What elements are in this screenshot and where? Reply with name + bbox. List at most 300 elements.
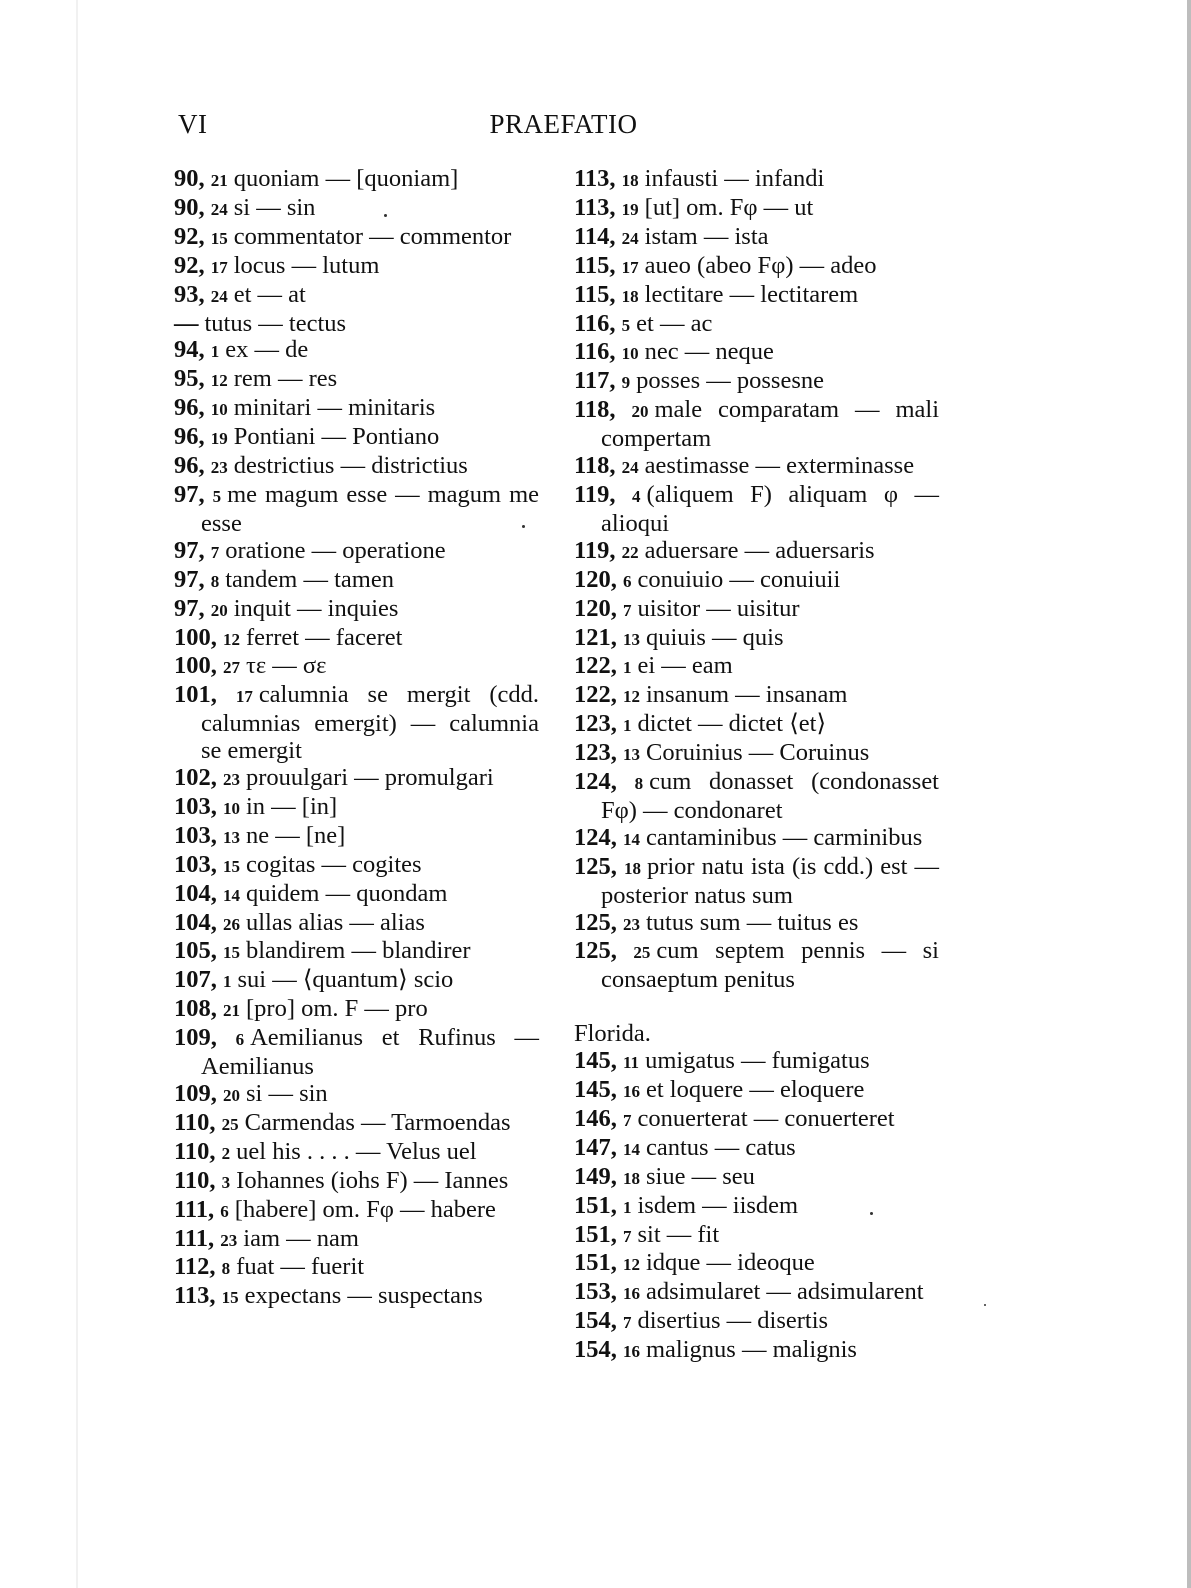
line-ref: 20 <box>631 402 649 422</box>
scan-right-edge <box>1187 0 1191 1588</box>
entry-reference <box>174 423 228 450</box>
entry-text: insanum — insanam <box>646 681 848 709</box>
line-ref: 15 <box>223 943 240 963</box>
page-ref: 95, <box>174 365 205 393</box>
entry-reference <box>574 1134 640 1161</box>
line-ref: 1 <box>623 658 632 678</box>
page-ref: 125, <box>574 937 617 965</box>
entry-reference <box>574 624 640 651</box>
apparatus-entry <box>574 938 939 994</box>
line-ref: 7 <box>623 1313 632 1333</box>
entry-reference <box>574 1105 632 1132</box>
entry-reference <box>574 710 632 737</box>
entry-text: idque — ideoque <box>646 1249 815 1277</box>
apparatus-entry <box>574 368 939 397</box>
entry-text: rem — res <box>233 365 338 393</box>
apparatus-entry <box>174 1139 539 1168</box>
entry-reference <box>174 995 240 1022</box>
entry-reference <box>174 223 228 250</box>
entry-text: sui — ⟨quantum⟩ scio <box>237 966 454 994</box>
line-ref: 17 <box>235 687 253 707</box>
line-ref: 13 <box>223 827 240 847</box>
entry-text: uel his . . . . — Velus uel <box>236 1137 477 1165</box>
entry-reference <box>174 880 240 907</box>
apparatus-entry <box>174 195 539 224</box>
florida-entries <box>574 1048 939 1366</box>
entry-text: infausti — infandi <box>644 165 825 192</box>
page-ref: 100, <box>174 623 217 651</box>
apparatus-entry <box>174 881 539 910</box>
page-ref: 120, <box>574 594 617 622</box>
line-ref: 5 <box>621 315 631 335</box>
entry-reference <box>574 310 630 337</box>
apparatus-entry <box>574 596 939 625</box>
entry-reference <box>574 1047 639 1074</box>
apparatus-entry <box>574 482 939 538</box>
entry-reference <box>174 194 228 221</box>
entry-reference <box>574 1278 640 1305</box>
page-ref: 151, <box>574 1191 617 1219</box>
entry-text: Carmendas — Tarmoendas <box>244 1108 511 1136</box>
entry-reference <box>574 1192 632 1219</box>
page-ref: 110, <box>174 1108 216 1136</box>
line-ref: 10 <box>621 344 639 364</box>
line-ref: 1 <box>223 972 232 992</box>
page-ref: 123, <box>574 739 617 767</box>
apparatus-entry <box>574 166 939 195</box>
apparatus-entry <box>574 397 939 453</box>
entry-reference <box>174 1196 229 1223</box>
apparatus-entry <box>574 1135 939 1164</box>
apparatus-entry <box>174 253 539 282</box>
apparatus-entry <box>574 1077 939 1106</box>
apparatus-entry <box>174 224 539 253</box>
entry-reference <box>574 937 650 964</box>
apparatus-entry <box>174 852 539 881</box>
page-ref: 113, <box>174 1282 216 1310</box>
line-ref: 24 <box>621 458 639 478</box>
line-ref: 13 <box>623 629 640 649</box>
entry-reference <box>574 1307 632 1334</box>
line-ref: 8 <box>210 571 220 591</box>
entry-text: commentator — commentor <box>233 222 512 250</box>
page-ref: 114, <box>574 222 616 250</box>
line-ref: 12 <box>223 629 240 649</box>
entry-text: uisitor — uisitur <box>637 594 800 622</box>
apparatus-entry <box>174 366 539 395</box>
entry-reference <box>174 966 232 993</box>
entry-reference <box>174 452 228 479</box>
entry-reference <box>174 793 240 820</box>
page-ref: 109, <box>174 1024 217 1052</box>
apparatus-entry <box>574 625 939 654</box>
entry-text: ei — eam <box>637 652 733 680</box>
entry-reference <box>174 165 228 192</box>
entry-reference <box>574 824 640 851</box>
entry-text: adsimularet — adsimularent <box>646 1278 924 1306</box>
line-ref: 23 <box>223 770 240 790</box>
page-ref: 154, <box>574 1336 617 1364</box>
entry-text: umigatus — fumigatus <box>645 1047 870 1075</box>
entry-text: sit — fit <box>637 1220 720 1248</box>
line-ref: 1 <box>210 342 220 362</box>
line-ref: 23 <box>623 914 640 934</box>
page-ref: 119, <box>574 536 616 564</box>
page-ref: 124, <box>574 768 617 796</box>
apparatus-entry <box>174 453 539 482</box>
page-ref: — <box>174 309 199 337</box>
entry-reference <box>574 452 639 479</box>
line-ref: 24 <box>621 228 639 248</box>
apparatus-entry <box>174 938 539 967</box>
entry-reference <box>574 909 640 936</box>
entry-reference <box>574 281 639 308</box>
page-ref: 151, <box>574 1220 617 1248</box>
apparatus-entry <box>574 854 939 910</box>
apparatus-entry <box>574 682 939 711</box>
page-ref: 113, <box>574 193 616 221</box>
page-ref: 109, <box>174 1080 217 1107</box>
page-ref: 121, <box>574 623 617 651</box>
entry-reference <box>174 566 219 593</box>
line-ref: 19 <box>210 429 228 449</box>
entry-reference <box>574 1336 640 1363</box>
page-ref: 147, <box>574 1133 617 1161</box>
apparatus-entry <box>574 1337 939 1366</box>
entry-reference <box>174 652 240 679</box>
entry-text: expectans — suspectans <box>244 1282 483 1310</box>
line-ref: 2 <box>221 1143 231 1163</box>
line-ref: 1 <box>623 1197 632 1217</box>
apparatus-entry <box>574 1250 939 1279</box>
entry-reference <box>174 310 199 337</box>
apparatus-entry <box>174 337 539 366</box>
page-ref: 97, <box>174 565 205 593</box>
line-ref: 11 <box>623 1053 640 1073</box>
page-ref: 101, <box>174 681 217 709</box>
entry-text: Iohannes (iohs F) — Iannes <box>236 1166 509 1194</box>
entry-text: istam — ista <box>644 222 769 250</box>
line-ref: 14 <box>623 1139 640 1159</box>
apparatus-entry <box>574 653 939 682</box>
apparatus-entry <box>174 1081 539 1110</box>
apparatus-entry <box>174 1226 539 1255</box>
page-ref: 97, <box>174 536 205 564</box>
line-ref: 18 <box>623 1168 640 1188</box>
apparatus-entry <box>574 910 939 939</box>
page-ref: 97, <box>174 594 205 622</box>
entry-text: et loquere — eloquere <box>646 1075 865 1103</box>
apparatus-entry <box>574 453 939 482</box>
entry-reference <box>174 281 228 308</box>
line-ref: 19 <box>621 199 639 219</box>
line-ref: 16 <box>623 1342 640 1362</box>
stray-speck <box>870 1212 873 1215</box>
page-ref: 145, <box>574 1075 617 1103</box>
page-ref: 97, <box>174 480 205 508</box>
entry-text: aduersare — aduersaris <box>644 536 875 564</box>
entry-text: calumnia se mergit (cdd. calumnias emergit) — calumnia se emergit <box>201 681 539 765</box>
apparatus-entry <box>174 1168 539 1197</box>
apparatus-entry <box>574 1048 939 1077</box>
apparatus-entry <box>174 1197 539 1226</box>
page-number: VI <box>178 109 208 139</box>
page-ref: 122, <box>574 681 617 709</box>
page-ref: 111, <box>174 1195 215 1223</box>
entry-text: Aemilianus et Rufinus — Aemilianus <box>201 1024 540 1081</box>
entry-text: prior natu ista (is cdd.) est — posterior natus sum <box>601 852 940 909</box>
entry-reference <box>574 652 632 679</box>
entry-reference <box>574 1221 632 1248</box>
entry-text: ferret — faceret <box>246 623 403 651</box>
entry-text: in — [in] <box>246 792 338 820</box>
apparatus-entry <box>174 596 539 625</box>
page-ref: 122, <box>574 652 617 680</box>
entry-text: tutus — tectus <box>204 309 347 337</box>
entry-reference <box>174 1282 239 1309</box>
entry-reference <box>174 336 219 363</box>
page-ref: 151, <box>574 1249 617 1277</box>
entry-reference <box>574 165 639 192</box>
entry-text: fuat — fuerit <box>236 1253 365 1281</box>
page-ref: 92, <box>174 222 205 250</box>
entry-reference <box>574 768 643 795</box>
apparatus-entry <box>174 424 539 453</box>
apparatus-entry <box>574 1106 939 1135</box>
entry-text: [ut] om. Fφ — ut <box>644 193 814 221</box>
entry-reference <box>174 851 240 878</box>
line-ref: 1 <box>623 716 632 736</box>
page-ref: 149, <box>574 1162 617 1190</box>
apparatus-entry <box>174 166 539 195</box>
line-ref: 6 <box>220 1201 229 1221</box>
entry-reference <box>174 909 240 936</box>
entry-text: et — at <box>233 280 306 308</box>
entry-text: isdem — iisdem <box>637 1191 799 1219</box>
apparatus-entry <box>574 567 939 596</box>
page-ref: 93, <box>174 280 205 308</box>
apparatus-entry <box>574 769 939 825</box>
page-ref: 145, <box>574 1047 617 1075</box>
entry-text: quiuis — quis <box>646 623 784 651</box>
line-ref: 22 <box>621 542 639 562</box>
line-ref: 14 <box>623 829 640 849</box>
page-ref: 146, <box>574 1104 617 1132</box>
apparatus-entry <box>574 1164 939 1193</box>
line-ref: 20 <box>210 600 228 620</box>
entry-reference <box>574 1076 640 1103</box>
entry-text: inquit — inquies <box>233 594 399 622</box>
page-ref: 92, <box>174 251 205 279</box>
apparatus-entry <box>574 311 939 340</box>
entry-reference <box>174 1253 230 1280</box>
line-ref: 17 <box>210 257 228 277</box>
line-ref: 23 <box>220 1230 238 1250</box>
apparatus-entry <box>574 711 939 740</box>
line-ref: 25 <box>633 943 651 963</box>
apparatus-entry <box>174 910 539 939</box>
apparatus-entry <box>574 339 939 368</box>
stray-speck <box>522 525 525 528</box>
entry-text: locus — lutum <box>233 251 380 279</box>
entry-text: conuerterat — conuerteret <box>637 1104 895 1132</box>
page-ref: 104, <box>174 908 217 936</box>
apparatus-entry <box>174 482 539 538</box>
page-ref: 116, <box>574 309 616 337</box>
entry-reference <box>574 1163 640 1190</box>
entry-reference <box>174 595 228 622</box>
line-ref: 13 <box>623 745 640 765</box>
apparatus-entry <box>574 1222 939 1251</box>
line-ref: 8 <box>634 774 644 794</box>
page-ref: 117, <box>574 367 616 395</box>
stray-speck <box>984 1304 986 1306</box>
entry-reference <box>174 1109 239 1136</box>
entry-reference <box>574 481 641 508</box>
entry-reference <box>574 396 648 423</box>
line-ref: 26 <box>223 914 240 934</box>
line-ref: 12 <box>623 1255 640 1275</box>
entry-reference <box>574 681 640 708</box>
page-ref: 118, <box>574 452 616 480</box>
entry-text: blandirem — blandirer <box>246 937 471 965</box>
apparatus-entry <box>574 282 939 311</box>
entry-text: (aliquem F) aliquam φ — alioqui <box>601 480 940 537</box>
apparatus-entry <box>174 996 539 1025</box>
entry-text: destrictius — districtius <box>233 452 468 480</box>
entry-reference <box>574 537 639 564</box>
page-ref: 112, <box>174 1253 216 1281</box>
page-ref: 103, <box>174 821 217 849</box>
line-ref: 18 <box>623 858 641 878</box>
page-ref: 119, <box>574 480 616 508</box>
apparatus-entry <box>174 794 539 823</box>
entry-text: aestimasse — exterminasse <box>644 452 915 480</box>
entry-text: posses — possesne <box>636 367 824 395</box>
line-ref: 16 <box>623 1081 640 1101</box>
entry-reference <box>574 194 639 221</box>
entry-text: Pontiani — Pontiano <box>233 423 440 451</box>
line-ref: 6 <box>235 1030 245 1050</box>
entry-text: cum donasset (condonasset Fφ) — condonaret <box>601 768 939 824</box>
entry-reference <box>574 566 632 593</box>
line-ref: 7 <box>623 600 632 620</box>
entry-reference <box>574 252 639 279</box>
page-ref: 105, <box>174 937 217 965</box>
entry-reference <box>174 764 240 791</box>
line-ref: 24 <box>210 286 228 306</box>
entry-text: τε — σε <box>246 652 327 680</box>
stray-speck <box>384 214 387 217</box>
running-title: PRAEFATIO <box>489 109 638 139</box>
entry-reference <box>174 681 253 708</box>
entry-reference <box>574 1249 640 1276</box>
entry-text: [habere] om. Fφ — habere <box>234 1195 496 1223</box>
entry-text: dictet — dictet ⟨et⟩ <box>637 710 827 738</box>
line-ref: 21 <box>210 171 228 190</box>
apparatus-entry <box>574 1193 939 1222</box>
line-ref: 12 <box>210 371 228 391</box>
entry-text: cogitas — cogites <box>246 850 422 878</box>
line-ref: 7 <box>623 1110 632 1130</box>
entry-reference <box>574 595 632 622</box>
page-ref: 103, <box>174 850 217 878</box>
entry-text: malignus — malignis <box>646 1336 857 1364</box>
entry-reference <box>174 365 228 392</box>
line-ref: 7 <box>210 542 220 562</box>
entry-text: quidem — quondam <box>246 879 448 907</box>
entry-text: conuiuio — conuiuii <box>637 565 841 593</box>
apparatus-entry <box>174 395 539 424</box>
entry-text: nec — neque <box>644 338 774 366</box>
page-ref: 107, <box>174 966 217 994</box>
entry-text: si — sin <box>246 1080 328 1107</box>
entry-text: cum septem pennis — si consaeptum penitus <box>601 937 939 994</box>
apparatus-entry <box>174 567 539 596</box>
entry-text: tutus sum — tuitus es <box>646 908 859 936</box>
line-ref: 12 <box>623 687 640 707</box>
entry-reference <box>574 739 640 766</box>
entry-text: lectitare — lectitarem <box>644 280 859 308</box>
page-ref: 113, <box>574 165 616 192</box>
entry-text: disertius — disertis <box>637 1307 829 1335</box>
line-ref: 9 <box>621 373 631 393</box>
entry-reference <box>174 937 240 964</box>
entry-reference <box>574 853 641 880</box>
entry-reference <box>174 822 240 849</box>
line-ref: 7 <box>623 1226 632 1246</box>
page-ref: 108, <box>174 995 217 1023</box>
entry-reference <box>574 338 639 365</box>
entry-reference <box>174 1138 230 1165</box>
entry-text: Coruinius — Coruinus <box>646 739 870 767</box>
apparatus-entry <box>174 1254 539 1283</box>
entry-reference <box>174 537 219 564</box>
line-ref: 18 <box>621 286 639 306</box>
entry-text: ne — [ne] <box>246 821 346 849</box>
line-ref: 23 <box>210 458 228 478</box>
entry-reference <box>174 481 221 508</box>
line-ref: 17 <box>621 257 639 277</box>
entry-text: quoniam — [quoniam] <box>233 165 459 192</box>
page-ref: 110, <box>174 1137 216 1165</box>
apparatus-entry <box>174 282 539 311</box>
page-ref: 94, <box>174 336 205 364</box>
page-ref: 110, <box>174 1166 216 1194</box>
page-ref: 111, <box>174 1224 215 1252</box>
line-ref: 10 <box>210 400 228 420</box>
apparatus-entry <box>174 682 539 765</box>
page-ref: 90, <box>174 193 205 221</box>
line-ref: 21 <box>223 1001 240 1021</box>
right-column <box>574 166 939 1366</box>
page-ref: 118, <box>574 396 616 424</box>
line-ref: 10 <box>223 798 240 818</box>
apparatus-entry <box>174 625 539 654</box>
page-ref: 120, <box>574 565 617 593</box>
entry-text: prouulgari — promulgari <box>246 764 494 792</box>
right-column-entries <box>574 166 939 994</box>
entry-reference <box>174 1080 240 1107</box>
apparatus-entry <box>174 1283 539 1312</box>
apparatus-entry <box>174 967 539 996</box>
entry-reference <box>174 624 240 651</box>
page-ref: 124, <box>574 823 617 851</box>
line-ref: 27 <box>223 658 240 678</box>
page-ref: 103, <box>174 792 217 820</box>
page-ref: 96, <box>174 452 205 480</box>
entry-reference <box>174 252 228 279</box>
